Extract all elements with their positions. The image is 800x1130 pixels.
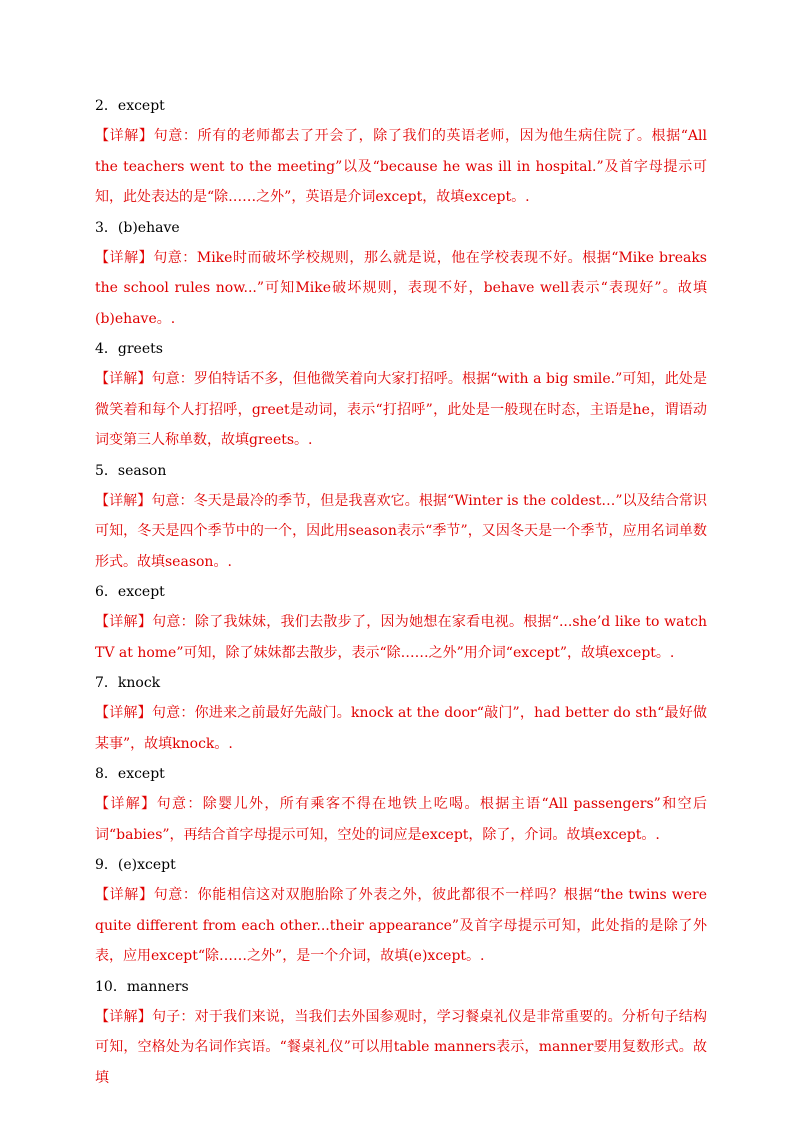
explanation-10 xyxy=(95,1002,707,1094)
detail-tag: 【详解】 xyxy=(95,887,154,903)
explanation-text: 句意：Mike时而破坏学校规则，那么就是说，他在学校表现不好。根据“Mike breaks the school rules now...”可知Mike破坏规则，表现不好，behave well表示“表现好”。故填(b)ehave。. xyxy=(95,249,707,327)
explanation-text: 句意：冬天是最冷的季节，但是我喜欢它。根据“Winter is the coldest…”以及结合常识可知，冬天是四个季节中的一个，因此用season表示“季节”，又因冬天是一个季节，应用名词单数形式。故填season。. xyxy=(95,492,707,570)
answer-10: 10．manners xyxy=(95,978,189,995)
explanation-text: 句意：除婴儿外，所有乘客不得在地铁上吃喝。根据主语“All passengers”和空后词“babies”，再结合首字母提示可知，空处的词应是except，除了，介词。故填except。. xyxy=(95,796,708,843)
detail-tag: 【详解】 xyxy=(95,796,157,812)
explanation-text: 句意：你能相信这对双胞胎除了外表之外，彼此都很不一样吗？根据“the twins were quite different from each other...their appearance”及首字母提示可知，此处指的是除了外表，应用except“除……之外”，是一个介词，故填(e)xcept。. xyxy=(95,887,707,964)
detail-tag: 【详解】 xyxy=(95,1008,152,1025)
detail-tag: 【详解】 xyxy=(95,705,152,721)
explanation-8 xyxy=(95,789,707,850)
explanation-7 xyxy=(95,698,707,759)
answer-8: 8．except xyxy=(95,766,165,782)
explanation-4 xyxy=(95,364,707,456)
explanation-text: 句意：除了我妹妹，我们去散步了，因为她想在家看电视。根据“...she’d like to watch TV at home”可知，除了妹妹都去散步，表示“除……之外”用介词“except”，故填except。. xyxy=(95,614,707,661)
detail-tag: 【详解】 xyxy=(95,371,152,387)
detail-tag: 【详解】 xyxy=(95,492,152,509)
explanation-2 xyxy=(95,121,707,213)
explanation-text: 句子：对于我们来说，当我们去外国参观时，学习餐桌礼仪是非常重要的。分析句子结构可知，空格处为名词作宾语。“餐桌礼仪”可以用table manners表示，manner要用复数形式。故填 xyxy=(95,1008,707,1086)
explanation-text: 句意：所有的老师都去了开会了，除了我们的英语老师，因为他生病住院了。根据“All the teachers went to the meeting”以及“because he was ill in hospital.”及首字母提示可知，此处表达的是“除……之外”，英语是介词except，故填except。. xyxy=(95,128,707,205)
answer-4: 4．greets xyxy=(95,341,163,357)
detail-tag: 【详解】 xyxy=(95,128,154,144)
answer-7: 7．knock xyxy=(95,675,161,691)
explanation-9 xyxy=(95,880,707,972)
detail-tag: 【详解】 xyxy=(95,249,154,266)
explanation-6 xyxy=(95,607,707,668)
answer-9: 9．(e)xcept xyxy=(95,857,176,873)
answer-5: 5．season xyxy=(95,462,167,479)
answer-2: 2．except xyxy=(95,98,165,114)
explanation-5 xyxy=(95,486,707,578)
answer-6: 6．except xyxy=(95,584,165,600)
answer-3: 3．(b)ehave xyxy=(95,219,180,236)
explanation-3 xyxy=(95,243,707,335)
answer-key-content xyxy=(95,91,707,1093)
explanation-text: 句意：你进来之前最好先敲门。knock at the door“敲门”，had better do sth“最好做某事”，故填knock。. xyxy=(95,705,708,752)
explanation-text: 句意：罗伯特话不多，但他微笑着向大家打招呼。根据“with a big smile.”可知，此处是微笑着和每个人打招呼，greet是动词，表示“打招呼”，此处是一般现在时态，主语是he，谓语动词变第三人称单数，故填greets。. xyxy=(95,371,707,448)
detail-tag: 【详解】 xyxy=(95,614,153,630)
